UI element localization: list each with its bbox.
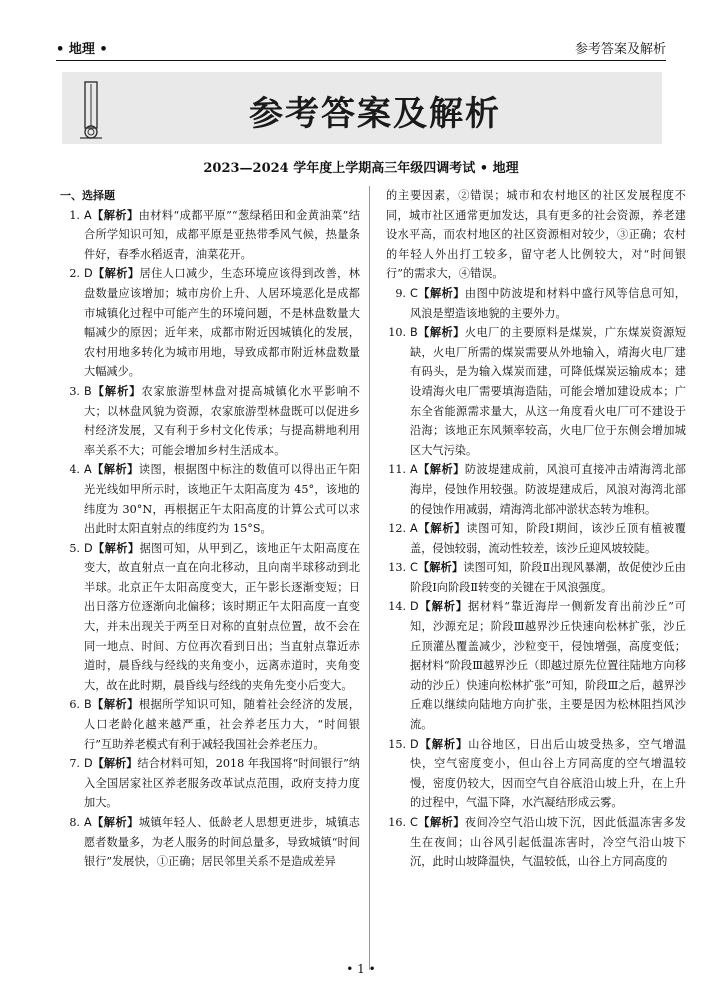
analysis-tag: 【解析】: [417, 561, 464, 575]
analysis-text: 城镇年轻人、低龄老人思想更进步，城镇志愿者数量多，为老人服务的时间总量多，导致城镇“时间银行”发展快，①正确；居民邻里关系不是造成差异: [84, 816, 360, 869]
question-number: 10.: [388, 326, 406, 340]
header-subject: • 地理 •: [56, 42, 108, 57]
answer-letter: D: [84, 541, 93, 555]
analysis-tag: 【解析】: [417, 463, 465, 477]
answer-letter: A: [84, 816, 92, 829]
analysis-tag: 【解析】: [91, 463, 139, 477]
question-number: 16.: [388, 816, 406, 829]
right-answer-list: [386, 284, 686, 872]
question-number: 3.: [69, 384, 80, 398]
analysis-text: 读图，根据图中标注的数值可以得出正午阳光光线如甲所示时，该地正午太阳高度为 45°，该地的纬度为 30°N，再根据正午太阳高度的计算公式可以求出此时太阳直射点的纬度约为 15°S。: [84, 463, 360, 536]
scroll-icon: [78, 80, 104, 140]
answer-item: [60, 382, 360, 460]
answer-letter: D: [84, 267, 93, 281]
answer-item: [386, 735, 686, 813]
answer-item: [386, 284, 686, 323]
analysis-text: 结合材料可知，2018 年我国将“时间银行”纳入全国居家社区养老服务改革试点范围，政府支持力度加大。: [84, 757, 360, 810]
question-number: 1.: [69, 208, 80, 222]
analysis-tag: 【解析】: [92, 267, 140, 281]
answer-continuation: 的主要因素，②错误；城市和农村地区的社区发展程度不同，城市社区通常更加发达，具有更多的社会资源，养老建设水平高，而农村地区的社区资源相对较少，③正确；农村的年轻人外出打工较多，留守老人比例较大，对“时间银行”的需求大，④错误。: [386, 189, 686, 281]
analysis-text: 据材料“靠近海岸一侧新发育出前沙丘”可知，沙源充足；阶段Ⅲ越界沙丘快速向松林扩张，沙丘丘顶灌丛覆盖减少，沙粒变干，侵蚀增强，高度变低；据材料“阶段Ⅲ越界沙丘（即越过原先位置往陆地方向移动的沙丘）快速向松林扩张”可知，阶段Ⅲ之后，越界沙丘难以继续向陆地方向扩张，主要是因为松林阻挡风沙流。: [410, 600, 686, 732]
answer-letter: C: [410, 816, 418, 829]
question-number: 8.: [69, 816, 80, 829]
answer-item: [386, 460, 686, 519]
answer-letter: B: [84, 384, 92, 398]
header-rule: [56, 60, 666, 61]
exam-title: 2023—2024 学年度上学期高三年级四调考试 • 地理: [203, 161, 519, 176]
answer-item: [386, 597, 686, 734]
answer-letter: A: [84, 463, 92, 477]
answer-item: [386, 558, 686, 597]
analysis-text: 据图可知，从甲到乙，该地正午太阳高度在变大，故直射点一直在向北移动，且向南半球移动到北半球。北京正午太阳高度变大，正午影长逐渐变短；日出日落方位逐渐向北偏移；该时期正午太阳高度一直变大，并未出现关于两至日对称的直射点位置，故不会在同一地点、时间、方位再次看到日出；当直射点靠近赤道时，晨昏线与经线的夹角变小，远离赤道时，夹角变大，故在此时期，晨昏线与经线的夹角先变小后变大。: [84, 541, 360, 692]
answer-item: [60, 264, 360, 382]
analysis-text: 农家旅游型林盘对提高城镇化水平影响不大；以林盘风貌为资源，农家旅游型林盘既可以促进乡村经济发展，又有利于乡村文化传承；与提高耕地利用率关系不大；可能会增加乡村生活成本。: [84, 384, 360, 457]
question-number: 7.: [69, 757, 80, 771]
answer-item: [386, 519, 686, 558]
analysis-tag: 【解析】: [417, 326, 465, 340]
right-column: [386, 186, 686, 872]
analysis-tag: 【解析】: [91, 384, 142, 398]
answer-item: [60, 206, 360, 265]
analysis-text: 读图可知，阶段Ⅱ出现风暴潮，故促使沙丘由阶段Ⅰ向阶段Ⅱ转变的关键在于风浪强度。: [410, 561, 686, 594]
answer-letter: B: [410, 326, 418, 340]
analysis-tag: 【解析】: [417, 816, 465, 829]
analysis-tag: 【解析】: [91, 208, 139, 222]
page-header: [56, 30, 666, 60]
banner-title: 参考答案及解析: [249, 94, 501, 134]
analysis-text: 火电厂的主要原料是煤炭，广东煤炭资源短缺，火电厂所需的煤炭需要从外地输入，靖海火电厂建有码头，是为输入煤炭而建，可降低煤炭运输成本；建设靖海火电厂需要填海造陆，可能会增加建设成本；广东全省能源需求量大，从这一角度看火电厂可不建设于沿海；该地正东风频率较高，火电厂位于东侧会增加城区大气污染。: [410, 326, 686, 457]
header-right-title: 参考答案及解析: [574, 42, 666, 57]
analysis-text: 由材料“成都平原”“葱绿稻田和金黄油菜”结合所学知识可知，成都平原是亚热带季风气候，热量条件好，春季水稻返青，油菜花开。: [84, 208, 360, 261]
analysis-text: 由图中防波堤和材料中盛行风等信息可知，风浪是塑造该地貌的主要外力。: [410, 286, 686, 320]
analysis-tag: 【解析】: [91, 816, 139, 829]
question-number: 15.: [388, 737, 406, 751]
section-title: 一、选择题: [60, 189, 115, 202]
answer-letter: A: [84, 208, 92, 222]
analysis-text: 防波堤建成前，风浪可直接冲击靖海湾北部海岸，侵蚀作用较强。防波堤建成后，风浪对海湾北部的侵蚀作用减弱，靖海湾北部冲淤状态转为堆积。: [410, 463, 686, 516]
question-number: 11.: [388, 463, 406, 477]
answer-item: [60, 695, 360, 754]
analysis-tag: 【解析】: [92, 541, 140, 555]
analysis-text: 山谷地区，日出后山坡受热多，空气增温快，空气密度变小，但山谷上方同高度的空气增温较慢，密度仍较大，因而空气自谷底沿山坡上升，在上升的过程中，气温下降，水汽凝结形成云雾。: [410, 737, 686, 810]
answer-letter: C: [410, 286, 418, 300]
left-answer-list: [60, 206, 360, 872]
analysis-tag: 【解析】: [92, 757, 138, 771]
question-number: 4.: [69, 463, 80, 477]
column-divider: [369, 186, 370, 970]
analysis-tag: 【解析】: [91, 698, 139, 712]
answer-item: [60, 813, 360, 872]
answer-letter: A: [410, 463, 418, 477]
answer-item: [386, 813, 686, 872]
question-number: 6.: [69, 698, 80, 712]
analysis-tag: 【解析】: [417, 286, 465, 300]
analysis-text: 夜间冷空气沿山坡下沉，因此低温冻害多发生在夜间；山谷风引起低温冻害时，冷空气沿山坡下沉，此时山坡降温快，气温较低，山谷上方同高度的: [410, 816, 686, 869]
question-number: 9.: [395, 286, 406, 300]
question-number: 14.: [388, 600, 406, 614]
answer-item: [60, 539, 360, 696]
answer-letter: C: [410, 561, 418, 575]
answer-letter: B: [84, 698, 92, 712]
analysis-text: 居住人口减少，生态环境应该得到改善，林盘数量应该增加；城市房价上升、人居环境恶化是成都市城镇化过程中可能产生的环境问题，不是林盘数量大幅减少的原因；近年来，成都市附近因城镇化的发展，农村用地多转化为城市用地，导致成都市附近林盘数量大幅减少。: [84, 267, 360, 379]
analysis-tag: 【解析】: [418, 600, 468, 614]
answer-letter: A: [410, 522, 418, 536]
answer-letter: D: [410, 737, 419, 751]
answer-item: [60, 754, 360, 813]
page-number: • 1 •: [346, 962, 376, 976]
answer-letter: D: [84, 757, 93, 771]
analysis-text: 根据所学知识可知，随着社会经济的发展，人口老龄化越来越严重，社会养老压力大，“时间银行”互助养老模式有利于减轻我国社会养老压力。: [84, 698, 360, 751]
left-column: [60, 186, 360, 872]
question-number: 5.: [69, 541, 80, 555]
question-number: 2.: [69, 267, 80, 281]
answer-item: [60, 460, 360, 538]
analysis-tag: 【解析】: [417, 522, 467, 536]
question-number: 13.: [388, 561, 406, 575]
answer-letter: D: [410, 600, 419, 614]
analysis-tag: 【解析】: [418, 737, 469, 751]
question-number: 12.: [388, 522, 406, 536]
answer-item: [386, 323, 686, 460]
analysis-text: 读图可知，阶段Ⅰ期间，该沙丘顶有植被覆盖，侵蚀较弱，流动性较差，该沙丘迎风坡较陡。: [410, 522, 686, 555]
